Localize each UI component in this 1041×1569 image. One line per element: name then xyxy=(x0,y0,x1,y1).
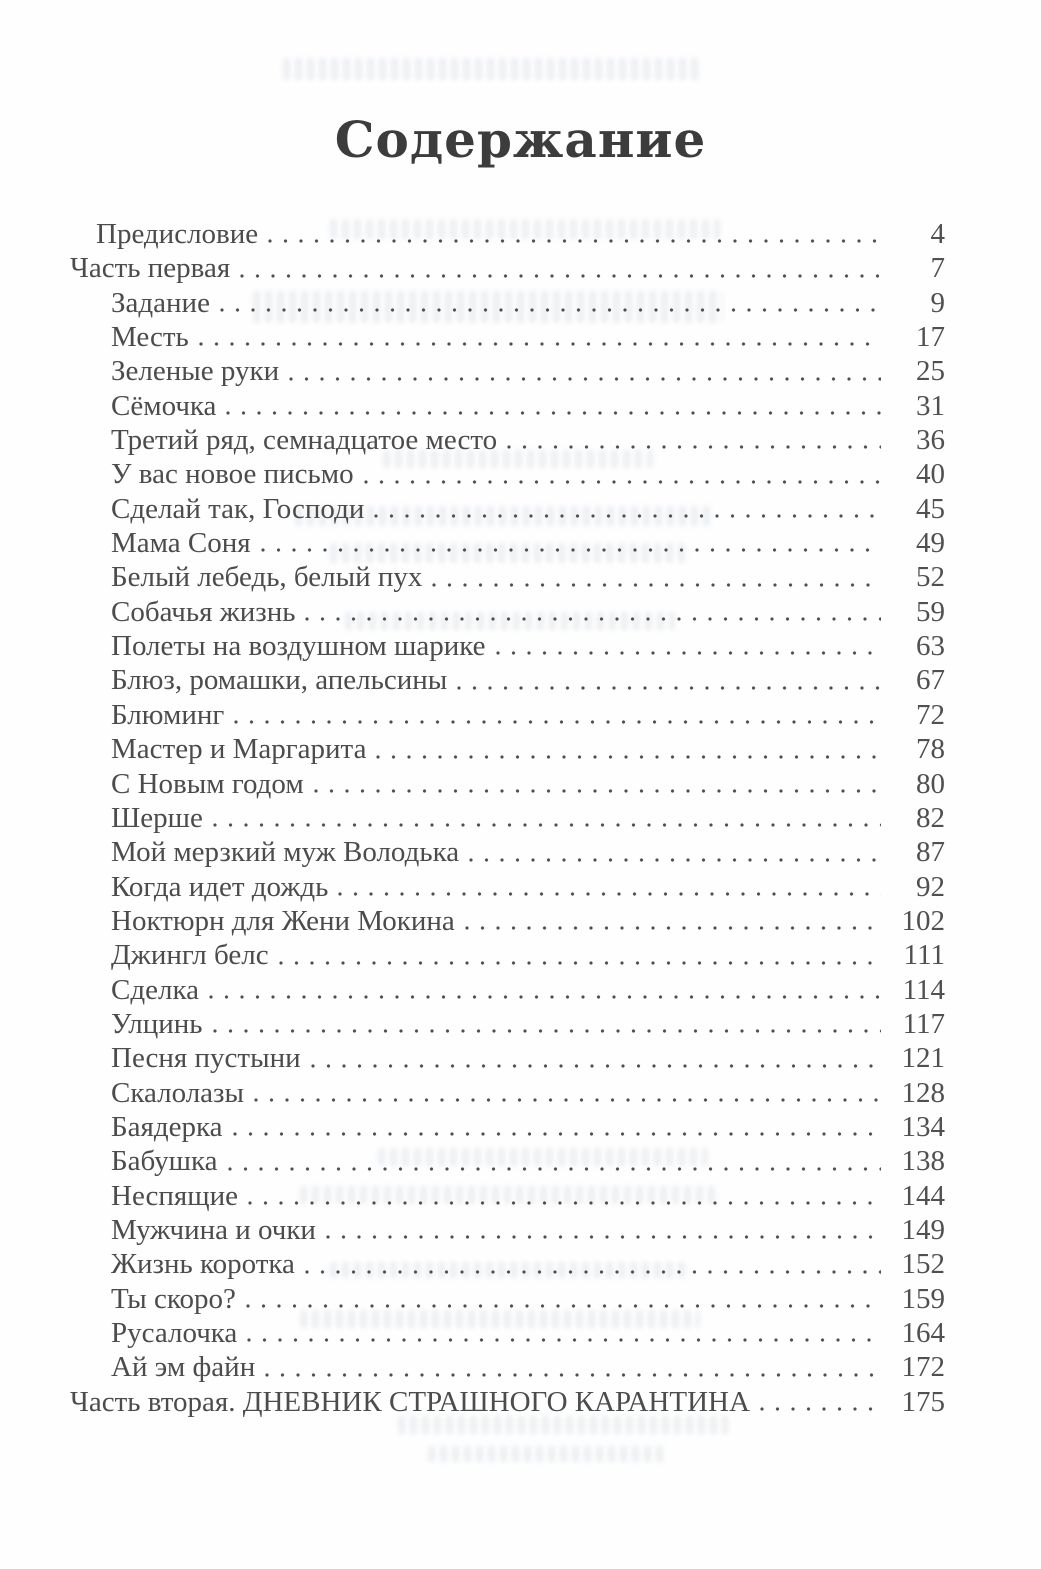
toc-leader-dots xyxy=(248,1199,881,1207)
toc-entry-label: Мужчина и очки xyxy=(111,1213,316,1246)
toc-entry xyxy=(111,629,945,663)
page-title: Содержание xyxy=(334,110,707,169)
toc-entry-page-number: 144 xyxy=(901,1179,945,1212)
toc-entry-page-number: 159 xyxy=(901,1282,945,1315)
toc-entry-page-number: 111 xyxy=(903,939,945,972)
toc-entry xyxy=(111,663,945,697)
toc-entry xyxy=(111,560,945,594)
toc-leader-dots xyxy=(311,1062,881,1070)
toc-leader-dots xyxy=(374,512,881,520)
toc-entry-page-number: 117 xyxy=(902,1007,945,1040)
toc-entry-page-number: 7 xyxy=(930,252,945,285)
toc-leader-dots xyxy=(289,375,881,383)
toc-entry-label: Собачья жизнь xyxy=(111,595,296,628)
toc-entry-page-number: 45 xyxy=(916,492,945,525)
toc-entry-page-number: 92 xyxy=(916,870,945,903)
toc-entry xyxy=(111,1110,945,1144)
toc-entry-label: Ноктюрн для Жени Мокина xyxy=(111,904,455,937)
toc-leader-dots xyxy=(265,1371,881,1379)
toc-entry xyxy=(111,526,945,560)
toc-entry-label: Баядерка xyxy=(111,1110,223,1143)
toc-leader-dots xyxy=(279,959,881,967)
toc-entry-page-number: 25 xyxy=(916,355,945,388)
toc-entry xyxy=(111,286,945,320)
toc-entry xyxy=(111,698,945,732)
page-bleedthrough-smudge xyxy=(283,58,703,80)
toc-entry xyxy=(111,1076,945,1110)
toc-entry-label: Русалочка xyxy=(111,1317,238,1349)
toc-leader-dots xyxy=(364,478,881,486)
toc-entry xyxy=(111,732,945,766)
toc-entry xyxy=(111,801,945,835)
toc-entry-page-number: 134 xyxy=(901,1110,945,1143)
toc-entry-label: Третий ряд, семнадцатое место xyxy=(111,424,498,457)
toc-entry-label: Белый лебедь, белый пух xyxy=(111,561,423,594)
toc-leader-dots xyxy=(261,546,881,554)
toc-entry-page-number: 59 xyxy=(916,595,945,628)
toc-entry xyxy=(111,1247,945,1281)
toc-leader-dots xyxy=(326,1233,881,1241)
toc-entry xyxy=(111,492,945,526)
toc-leader-dots xyxy=(213,1027,881,1035)
toc-entry xyxy=(111,1041,945,1075)
toc-entry xyxy=(111,767,945,801)
toc-entry-page-number: 82 xyxy=(916,801,945,834)
toc-entry-page-number: 121 xyxy=(901,1042,945,1075)
toc-entry xyxy=(111,938,945,972)
toc-entry-label: Шерше xyxy=(111,801,203,834)
toc-leader-dots xyxy=(247,1336,881,1344)
toc-entry-label: Месть xyxy=(111,321,189,354)
toc-entry xyxy=(111,423,945,457)
toc-leader-dots xyxy=(305,1268,881,1276)
toc-entry-label: Мой мерзкий муж Володька xyxy=(111,836,460,869)
toc-entry-page-number: 63 xyxy=(916,630,945,663)
toc-entry-page-number: 128 xyxy=(901,1076,945,1109)
toc-leader-dots xyxy=(226,409,881,417)
toc-entry-page-number: 78 xyxy=(916,733,945,766)
toc-leader-dots xyxy=(233,1130,881,1138)
toc-entry-page-number: 52 xyxy=(916,561,945,594)
toc-entry-page-number: 87 xyxy=(916,836,945,869)
toc-entry-page-number: 17 xyxy=(916,321,945,354)
toc-leader-dots xyxy=(254,1096,881,1104)
toc-entry xyxy=(111,389,945,423)
toc-leader-dots xyxy=(432,581,881,589)
toc-entry-page-number: 40 xyxy=(916,458,945,491)
toc-entry xyxy=(70,251,945,285)
toc-entry-page-number: 164 xyxy=(901,1317,945,1349)
toc-entry-page-number: 138 xyxy=(901,1145,945,1178)
toc-entry-page-number: 175 xyxy=(901,1385,945,1418)
toc-entry-label: Часть вторая. ДНЕВНИК СТРАШНОГО КАРАНТИНА xyxy=(70,1385,750,1418)
toc-entry xyxy=(111,1007,945,1041)
toc-leader-dots xyxy=(760,1405,881,1413)
toc-entry-label: Зеленые руки xyxy=(111,355,280,388)
toc-entry-page-number: 102 xyxy=(901,904,945,937)
toc-entry xyxy=(111,1282,945,1316)
toc-entry-label: Неспящие xyxy=(111,1179,238,1212)
toc-entry-page-number: 4 xyxy=(930,218,945,250)
toc-entry-label: Мама Соня xyxy=(111,527,251,560)
toc-entry-label: Предисловие xyxy=(96,218,259,250)
toc-entry-page-number: 9 xyxy=(930,286,945,319)
toc-entry xyxy=(111,973,945,1007)
toc-entry-page-number: 114 xyxy=(902,973,945,1006)
toc-entry-label: Часть первая xyxy=(70,252,231,285)
toc-entry-page-number: 67 xyxy=(916,664,945,697)
toc-leader-dots xyxy=(246,1302,881,1310)
toc-entry xyxy=(111,870,945,904)
toc-entry-label: Задание xyxy=(111,286,210,319)
toc-entry-page-number: 72 xyxy=(916,698,945,731)
toc-entry xyxy=(111,457,945,491)
toc-entry xyxy=(111,1350,945,1384)
toc-entry-label: Улцинь xyxy=(111,1007,203,1040)
toc-entry-page-number: 36 xyxy=(916,424,945,457)
toc-leader-dots xyxy=(376,753,881,761)
toc-leader-dots xyxy=(199,340,881,348)
toc-entry-page-number: 31 xyxy=(916,389,945,422)
toc-entry-label: Сделай так, Господи xyxy=(111,492,365,525)
toc-entry-page-number: 80 xyxy=(916,767,945,800)
toc-leader-dots xyxy=(268,237,881,245)
toc-entry xyxy=(111,904,945,938)
toc-leader-dots xyxy=(469,856,881,864)
toc-entry xyxy=(111,1316,945,1350)
toc-entry xyxy=(111,1144,945,1178)
toc-entry xyxy=(70,1385,945,1419)
toc-leader-dots xyxy=(305,615,881,623)
toc-entry xyxy=(111,320,945,354)
toc-entry xyxy=(111,835,945,869)
toc-list xyxy=(70,217,945,1419)
toc-entry xyxy=(96,217,945,251)
toc-entry xyxy=(111,1179,945,1213)
toc-entry xyxy=(111,1213,945,1247)
toc-leader-dots xyxy=(209,993,881,1001)
toc-entry xyxy=(111,595,945,629)
toc-entry-label: Бабушка xyxy=(111,1145,218,1178)
toc-entry-label: Скалолазы xyxy=(111,1076,244,1109)
toc-entry-label: С Новым годом xyxy=(111,767,304,800)
toc-entry-label: Блюминг xyxy=(111,698,225,731)
toc-entry-label: Ай эм файн xyxy=(111,1351,256,1384)
toc-entry-label: Сёмочка xyxy=(111,389,217,422)
toc-entry-page-number: 49 xyxy=(916,527,945,560)
toc-entry-page-number: 152 xyxy=(901,1248,945,1281)
toc-entry-label: Полеты на воздушном шарике xyxy=(111,630,486,663)
toc-entry xyxy=(111,354,945,388)
toc-entry-label: У вас новое письмо xyxy=(111,458,354,491)
toc-leader-dots xyxy=(213,821,881,829)
toc-entry-label: Когда идет дождь xyxy=(111,870,329,903)
toc-leader-dots xyxy=(496,649,882,657)
toc-entry-label: Жизнь коротка xyxy=(111,1248,295,1281)
toc-leader-dots xyxy=(457,684,881,692)
toc-leader-dots xyxy=(234,718,881,726)
toc-entry-page-number: 149 xyxy=(901,1213,945,1246)
toc-entry-page-number: 172 xyxy=(901,1351,945,1384)
toc-entry-label: Сделка xyxy=(111,973,199,1006)
toc-entry-label: Джингл белс xyxy=(111,939,269,972)
toc-leader-dots xyxy=(314,787,881,795)
toc-leader-dots xyxy=(338,890,881,898)
toc-leader-dots xyxy=(220,306,881,314)
toc-leader-dots xyxy=(228,1165,881,1173)
toc-leader-dots xyxy=(507,443,881,451)
toc-leader-dots xyxy=(465,924,881,932)
toc-entry-label: Блюз, ромашки, апельсины xyxy=(111,664,448,697)
toc-leader-dots xyxy=(240,272,881,280)
page-bleedthrough-smudge xyxy=(428,1446,668,1462)
toc-entry-label: Песня пустыни xyxy=(111,1042,301,1075)
toc-entry-label: Ты скоро? xyxy=(111,1282,236,1315)
toc-entry-label: Мастер и Маргарита xyxy=(111,733,367,766)
